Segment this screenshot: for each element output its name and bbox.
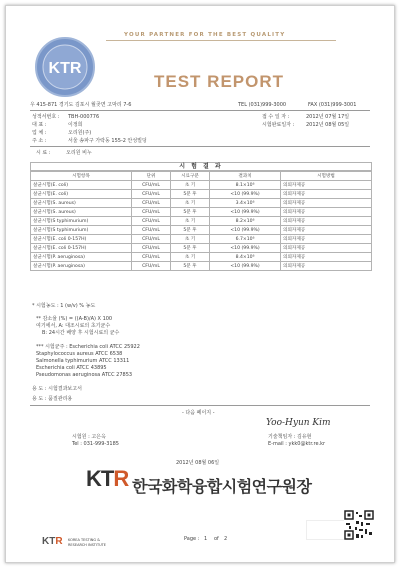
table-cell: 살균시험(E. coli 0-157H) — [31, 235, 132, 244]
table-row — [31, 181, 372, 190]
header-address: 우 415-871 경기도 김포시 월곶면 고막리 7-6 — [30, 102, 132, 108]
col-header: 시험방법 — [281, 172, 372, 181]
table-cell: 살균시험(P. aeruginosa) — [31, 253, 132, 262]
addr-label: 주 소 : — [32, 138, 47, 144]
addr: 서울 송파구 가락동 155-2 안성빌딩 — [68, 138, 147, 144]
header-tel: TEL (031)999-3000 — [238, 102, 287, 108]
header-fax: FAX (031)999-3001 — [308, 102, 357, 108]
strain-line: Salmonella typhimurium ATCC 13311 — [36, 358, 130, 364]
page-total: 2 — [224, 536, 228, 542]
table-cell: 초 기 — [171, 253, 210, 262]
approver-label: 기술책임자 : 김유현 — [268, 434, 312, 440]
table-cell: 8.4×10⁶ — [210, 253, 281, 262]
formula-b-note: B: 24시간 배양 후 시험시료의 균수 — [42, 330, 120, 336]
table-header-row — [31, 172, 372, 181]
qr-code-icon — [344, 510, 374, 540]
table-cell: 초 기 — [171, 181, 210, 190]
approver-email: E-mail : ykk0@ktr.re.kr — [268, 441, 326, 447]
rep: 이정희 — [68, 122, 83, 128]
recv-label: 접 수 일 자 : — [262, 114, 290, 120]
table-cell: <10 (99.9%) — [210, 244, 281, 253]
col-header: 결과치 — [210, 172, 281, 181]
svg-text:KTR: KTR — [48, 60, 82, 77]
strains-note: *** 시험균주 : Escherichia coli ATCC 25922 — [36, 344, 140, 350]
done: 2012년 08월 05일 — [306, 122, 350, 128]
table-cell: 살균시험(S typhimurium) — [31, 226, 132, 235]
table-cell: 의뢰자제공 — [281, 226, 372, 235]
table-cell: 살균시험(S. aureus) — [31, 199, 132, 208]
table-cell: 의뢰자제공 — [281, 253, 372, 262]
table-cell: 살균시험(P. aeruginosa) — [31, 262, 132, 271]
company-label: 업 체 : — [32, 130, 47, 136]
table-cell: CFU/mL — [132, 226, 171, 235]
table-row — [31, 190, 372, 199]
report-no-label: 성적서번호 : — [32, 114, 60, 120]
ktr-circle-logo — [34, 36, 96, 98]
table-cell: 살균시험(E. coli) — [31, 181, 132, 190]
table-cell: 의뢰자제공 — [281, 208, 372, 217]
table-cell: 8.1×10⁶ — [210, 181, 281, 190]
table-cell: 5분 후 — [171, 226, 210, 235]
faint-watermark — [306, 520, 348, 540]
table-cell: 초 기 — [171, 217, 210, 226]
table-cell: 의뢰자제공 — [281, 244, 372, 253]
table-cell: <10 (99.9%) — [210, 262, 281, 271]
table-cell: CFU/mL — [132, 181, 171, 190]
table-cell: CFU/mL — [132, 253, 171, 262]
tester-tel: Tel : 031-999-3185 — [72, 441, 119, 447]
use-label: 용 도 : 시험결과보고서 — [32, 386, 82, 392]
sample: 오리원 비누 — [66, 150, 92, 156]
strain-line: Staphylococcus aureus ATCC 6538 — [36, 351, 123, 357]
sample-conc-note: * 시험농도 : 1 (w/v) % 농도 — [32, 303, 96, 309]
report-no: TBH-000776 — [68, 114, 100, 120]
table-row — [31, 235, 372, 244]
table-cell: CFU/mL — [132, 217, 171, 226]
table-cell: CFU/mL — [132, 208, 171, 217]
table-cell: 8.2×10⁶ — [210, 217, 281, 226]
company: 오리원(주) — [68, 130, 92, 136]
tester-label: 시험원 : 고은옥 — [72, 434, 106, 440]
table-cell: <10 (99.9%) — [210, 226, 281, 235]
sample-label: 시 료 : — [36, 150, 51, 156]
ktr-logo-text: KTR — [86, 466, 129, 491]
table-cell: 살균시험(S. aureus) — [31, 208, 132, 217]
table-row — [31, 226, 372, 235]
col-header: 시험항목 — [31, 172, 132, 181]
strain-line: Pseudomonas aeruginosa ATCC 27853 — [36, 372, 133, 378]
rep-label: 대 표 : — [32, 122, 47, 128]
signature: Yoo-Hyun Kim — [266, 418, 331, 428]
results-table — [30, 171, 372, 271]
formula-note: ** 감소율 (%) = ((A-B)/A) X 100 — [36, 316, 113, 322]
table-cell: 의뢰자제공 — [281, 235, 372, 244]
col-header: 시료구분 — [171, 172, 210, 181]
done-label: 시험완료일자 : — [262, 122, 295, 128]
table-cell: 살균시험(E. coli) — [31, 190, 132, 199]
divider — [30, 146, 370, 147]
report-title: TEST REPORT — [154, 72, 285, 91]
table-cell: 3.4×10⁶ — [210, 199, 281, 208]
table-cell: 5분 후 — [171, 190, 210, 199]
formula-a-note: 여기에서, A: 대조시료의 초기균수 — [36, 323, 111, 329]
small-logo-name1: KOREA TESTING & — [68, 538, 100, 542]
page-number: 1 — [204, 536, 208, 542]
divider — [30, 405, 370, 406]
table-cell: 의뢰자제공 — [281, 199, 372, 208]
issue-date: 2012년 08월 06일 — [176, 460, 220, 466]
table-cell: 의뢰자제공 — [281, 217, 372, 226]
small-ktr-logo — [42, 536, 63, 547]
table-row — [31, 208, 372, 217]
table-cell: 초 기 — [171, 235, 210, 244]
table-cell: 5분 후 — [171, 208, 210, 217]
table-row — [31, 217, 372, 226]
table-cell: 6.7×10⁶ — [210, 235, 281, 244]
institute-name: 한국화학융합시험연구원장 — [132, 477, 312, 496]
table-cell: 5분 후 — [171, 262, 210, 271]
col-header: 단위 — [132, 172, 171, 181]
table-row — [31, 244, 372, 253]
page-label: Page : — [184, 536, 200, 542]
use2-label: 용 도 : 품질관리용 — [32, 396, 73, 402]
table-cell: 초 기 — [171, 199, 210, 208]
table-cell: CFU/mL — [132, 244, 171, 253]
table-cell: 살균시험(E. coli 0-157H) — [31, 244, 132, 253]
table-cell: <10 (99.9%) — [210, 208, 281, 217]
table-cell: CFU/mL — [132, 235, 171, 244]
table-cell: <10 (99.9%) — [210, 190, 281, 199]
table-cell: 5분 후 — [171, 244, 210, 253]
small-ktr-logo-text: KTR — [42, 536, 63, 547]
table-cell: 의뢰자제공 — [281, 181, 372, 190]
table-row — [31, 253, 372, 262]
page-of: of — [214, 536, 219, 542]
recv: 2012년 07월 17일 — [306, 114, 350, 120]
table-cell: 의뢰자제공 — [281, 190, 372, 199]
small-logo-name2: RESEARCH INSTITUTE — [68, 543, 107, 547]
divider — [106, 40, 336, 41]
table-cell: CFU/mL — [132, 199, 171, 208]
strain-line: Escherichia coli ATCC 43895 — [36, 365, 107, 371]
table-cell: 살균시험(S typhimurium) — [31, 217, 132, 226]
divider — [30, 110, 370, 111]
ktr-logo — [86, 466, 128, 492]
table-cell: 의뢰자제공 — [281, 262, 372, 271]
next-page: - 다음 페이지 - — [182, 410, 215, 416]
table-row — [31, 199, 372, 208]
table-row — [31, 262, 372, 271]
results-title: 시 험 결 과 — [30, 162, 372, 171]
table-cell: CFU/mL — [132, 262, 171, 271]
tagline: YOUR PARTNER FOR THE BEST QUALITY — [124, 32, 286, 38]
table-cell: CFU/mL — [132, 190, 171, 199]
report-page — [5, 5, 395, 563]
